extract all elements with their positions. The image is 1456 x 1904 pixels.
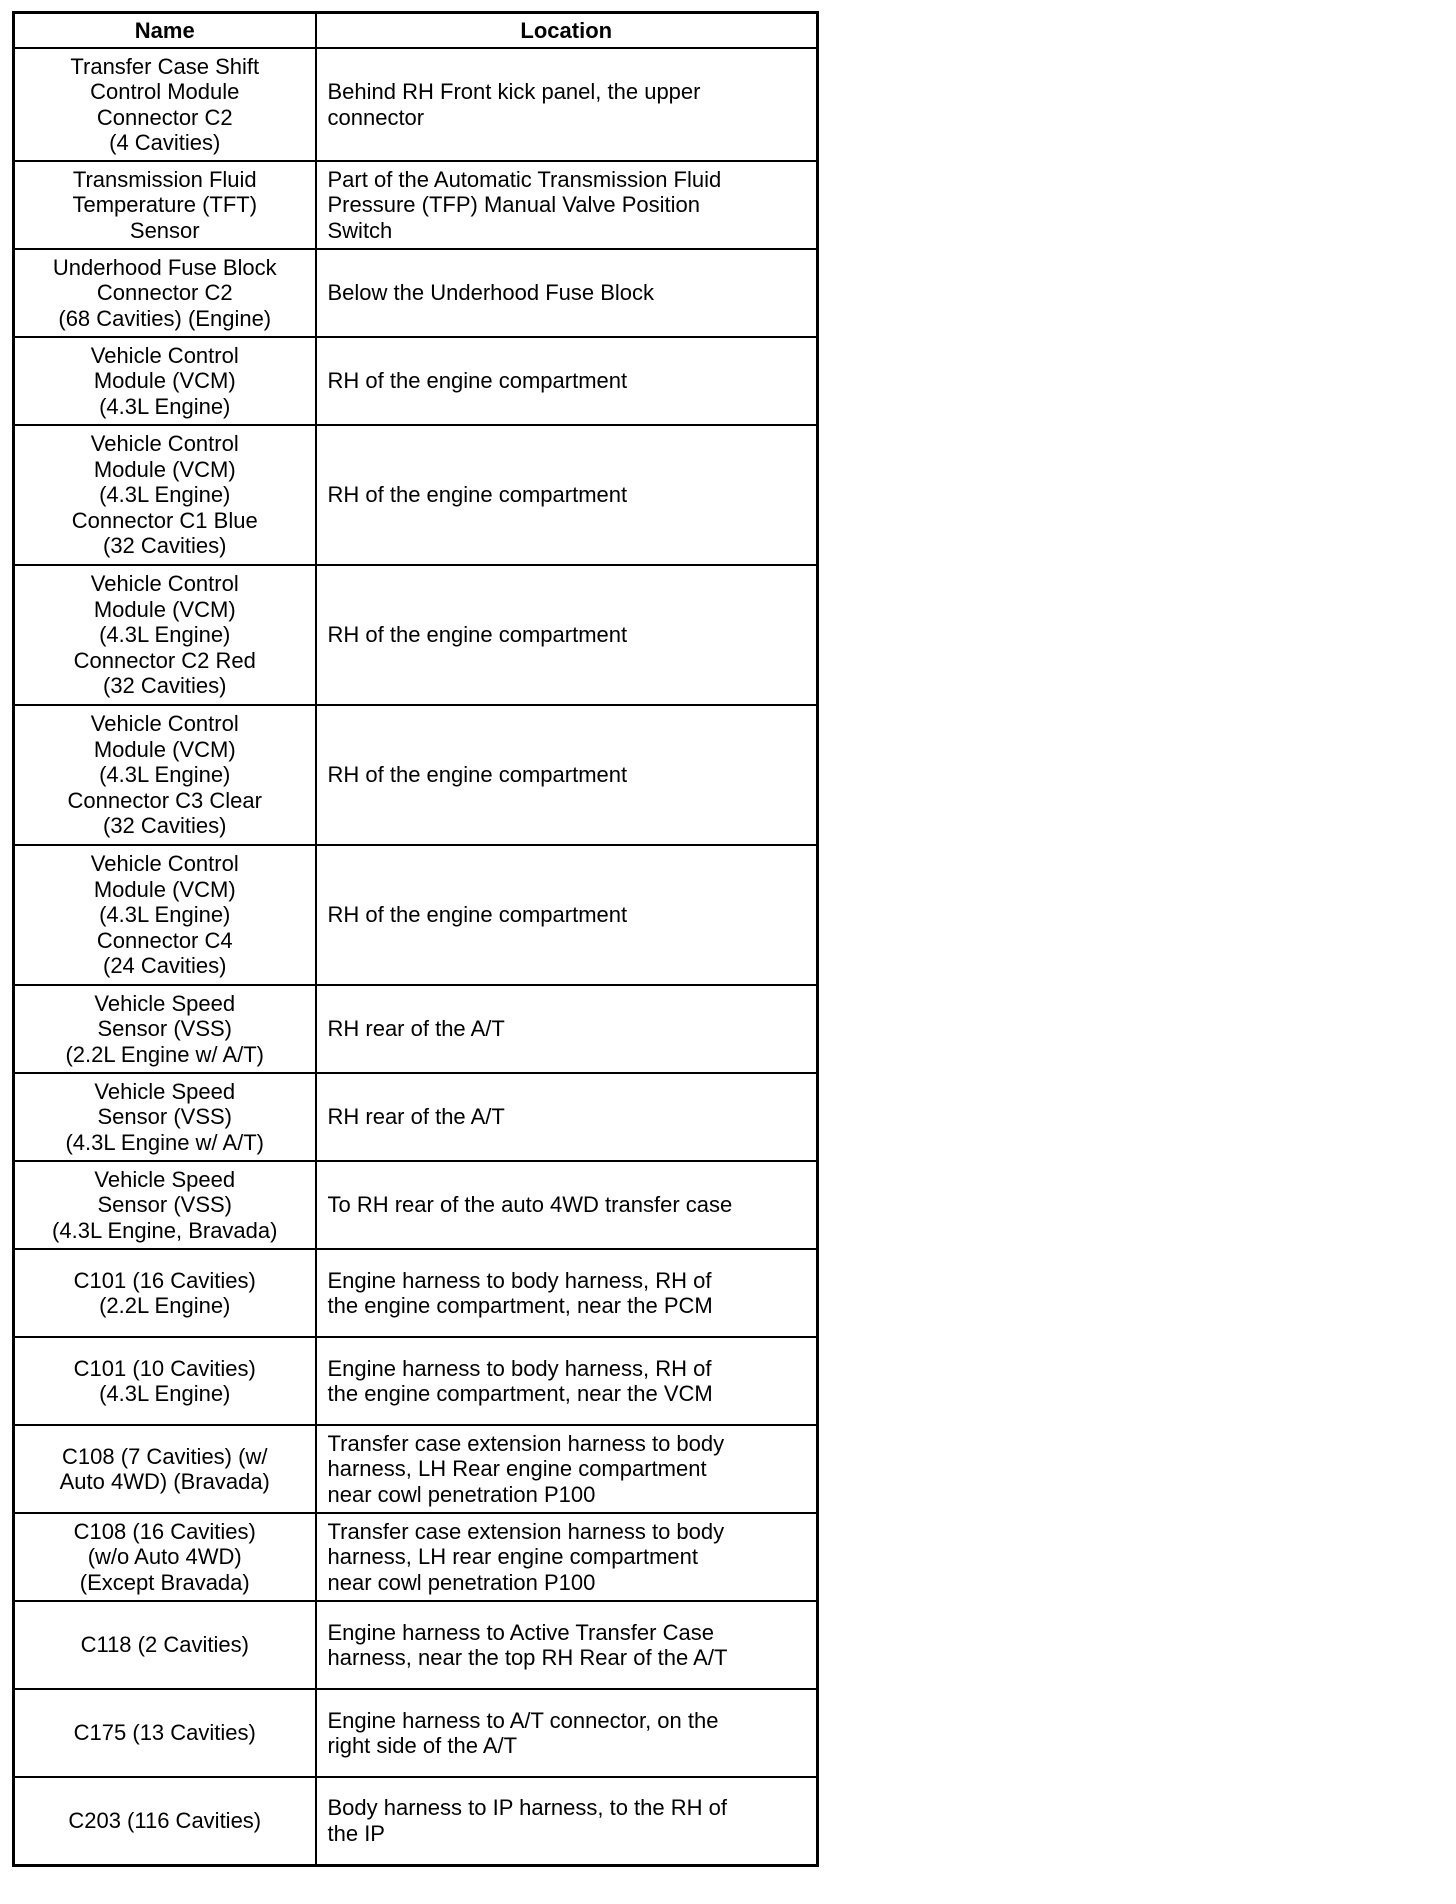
table-row <box>14 425 818 565</box>
row-name-cell: Transfer Case Shift Control Module Connector C2 (4 Cavities) <box>14 48 316 161</box>
table-row <box>14 1161 818 1249</box>
row-location-cell: Transfer case extension harness to body harness, LH rear engine compartment near cowl penetration P100 <box>316 1513 818 1601</box>
row-location-cell: RH of the engine compartment <box>316 705 818 845</box>
table-row <box>14 1777 818 1865</box>
row-name-cell: Vehicle Control Module (VCM) (4.3L Engine) Connector C2 Red (32 Cavities) <box>14 565 316 705</box>
connector-location-table <box>12 11 819 1867</box>
row-name-cell: C203 (116 Cavities) <box>14 1777 316 1865</box>
row-location-cell: Body harness to IP harness, to the RH of the IP <box>316 1777 818 1865</box>
table-row <box>14 48 818 161</box>
row-name-cell: C108 (16 Cavities) (w/o Auto 4WD) (Except Bravada) <box>14 1513 316 1601</box>
row-location-cell: Engine harness to Active Transfer Case harness, near the top RH Rear of the A/T <box>316 1601 818 1689</box>
table-row <box>14 1601 818 1689</box>
row-location-cell: RH of the engine compartment <box>316 845 818 985</box>
column-header-name: Name <box>14 13 316 49</box>
row-name-cell: Vehicle Speed Sensor (VSS) (4.3L Engine w/ A/T) <box>14 1073 316 1161</box>
row-location-cell: RH of the engine compartment <box>316 425 818 565</box>
row-location-cell: Engine harness to body harness, RH of the engine compartment, near the VCM <box>316 1337 818 1425</box>
row-name-cell: Vehicle Speed Sensor (VSS) (2.2L Engine w/ A/T) <box>14 985 316 1073</box>
column-header-location: Location <box>316 13 818 49</box>
table-row <box>14 985 818 1073</box>
row-location-cell: Engine harness to body harness, RH of the engine compartment, near the PCM <box>316 1249 818 1337</box>
row-name-cell: Vehicle Speed Sensor (VSS) (4.3L Engine, Bravada) <box>14 1161 316 1249</box>
row-name-cell: Underhood Fuse Block Connector C2 (68 Cavities) (Engine) <box>14 249 316 337</box>
row-location-cell: RH of the engine compartment <box>316 565 818 705</box>
table-row <box>14 705 818 845</box>
table-row <box>14 1249 818 1337</box>
table-row <box>14 1073 818 1161</box>
table-row <box>14 1513 818 1601</box>
table-row <box>14 161 818 249</box>
row-location-cell: Behind RH Front kick panel, the upper connector <box>316 48 818 161</box>
row-name-cell: C101 (10 Cavities) (4.3L Engine) <box>14 1337 316 1425</box>
row-name-cell: Transmission Fluid Temperature (TFT) Sensor <box>14 161 316 249</box>
row-location-cell: RH rear of the A/T <box>316 985 818 1073</box>
row-location-cell: To RH rear of the auto 4WD transfer case <box>316 1161 818 1249</box>
row-location-cell: Engine harness to A/T connector, on the right side of the A/T <box>316 1689 818 1777</box>
table-row <box>14 337 818 425</box>
row-name-cell: C108 (7 Cavities) (w/ Auto 4WD) (Bravada) <box>14 1425 316 1513</box>
table-row <box>14 565 818 705</box>
table-row <box>14 845 818 985</box>
row-location-cell: Below the Underhood Fuse Block <box>316 249 818 337</box>
table-header-row <box>14 13 818 49</box>
row-location-cell: RH rear of the A/T <box>316 1073 818 1161</box>
row-name-cell: C101 (16 Cavities) (2.2L Engine) <box>14 1249 316 1337</box>
row-name-cell: Vehicle Control Module (VCM) (4.3L Engine) Connector C1 Blue (32 Cavities) <box>14 425 316 565</box>
row-location-cell: Transfer case extension harness to body harness, LH Rear engine compartment near cowl penetration P100 <box>316 1425 818 1513</box>
row-location-cell: Part of the Automatic Transmission Fluid Pressure (TFP) Manual Valve Position Switch <box>316 161 818 249</box>
table-row <box>14 249 818 337</box>
table-row <box>14 1337 818 1425</box>
table-row <box>14 1689 818 1777</box>
row-name-cell: C175 (13 Cavities) <box>14 1689 316 1777</box>
row-name-cell: Vehicle Control Module (VCM) (4.3L Engine) Connector C3 Clear (32 Cavities) <box>14 705 316 845</box>
table-row <box>14 1425 818 1513</box>
row-name-cell: C118 (2 Cavities) <box>14 1601 316 1689</box>
row-name-cell: Vehicle Control Module (VCM) (4.3L Engine) <box>14 337 316 425</box>
row-name-cell: Vehicle Control Module (VCM) (4.3L Engine) Connector C4 (24 Cavities) <box>14 845 316 985</box>
row-location-cell: RH of the engine compartment <box>316 337 818 425</box>
